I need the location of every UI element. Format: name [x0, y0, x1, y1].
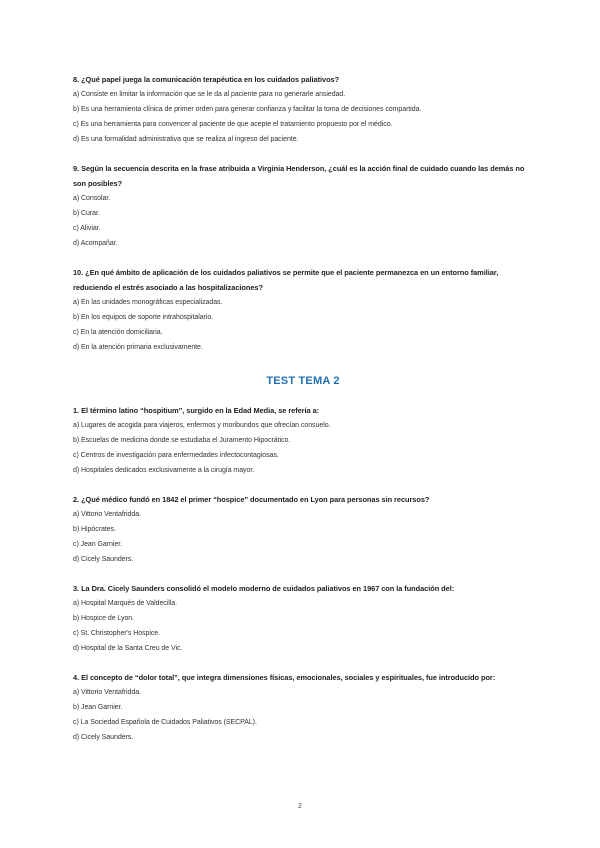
answer-option: c) Jean Garnier.	[73, 541, 122, 548]
question-block	[73, 670, 533, 745]
answer-option: b) Curar.	[73, 210, 100, 217]
question-block	[73, 403, 533, 478]
answer-option: c) St. Christopher's Hospice.	[73, 630, 161, 637]
page-number: 2	[298, 803, 302, 810]
answer-option: b) Es una herramienta clínica de primer orden para generar confianza y facilitar la toma de decisiones compartida.	[73, 106, 422, 113]
question-block	[73, 492, 533, 567]
answer-option: b) Hipócrates.	[73, 526, 116, 533]
answer-option: b) Escuelas de medicina donde se estudiaba el Juramento Hipocrático.	[73, 437, 291, 444]
answer-option: a) Consolar.	[73, 195, 111, 202]
answer-option: b) Hospice de Lyon.	[73, 615, 135, 622]
question-block	[73, 265, 533, 355]
question-block	[73, 72, 533, 147]
answer-option: c) Aliviar.	[73, 225, 101, 232]
document-page	[73, 72, 533, 759]
answer-option: a) En las unidades monográficas especializadas.	[73, 299, 223, 306]
answer-option: d) En la atención primaria exclusivamente.	[73, 344, 203, 351]
answer-option: a) Hospital Marqués de Valdecilla.	[73, 600, 178, 607]
section-heading: TEST TEMA 2	[266, 375, 340, 387]
question-text: 4. El concepto de “dolor total”, que integra dimensiones físicas, emocionales, sociales y espirituales, fue introducido por:	[73, 673, 496, 682]
answer-option: b) Jean Garnier.	[73, 704, 123, 711]
answer-option: d) Cicely Saunders.	[73, 734, 134, 741]
answer-option: d) Acompañar.	[73, 240, 118, 247]
answer-option: c) Centros de investigación para enfermedades infectocontagiosas.	[73, 452, 279, 459]
answer-option: d) Hospitales dedicados exclusivamente a la cirugía mayor.	[73, 467, 255, 474]
answer-option: a) Consiste en limitar la información que se le da al paciente para no generarle ansiedad.	[73, 91, 346, 98]
answer-option: a) Vittorio Ventafridda.	[73, 511, 141, 518]
answer-option: d) Hospital de la Santa Creu de Vic.	[73, 645, 183, 652]
question-text: 10. ¿En qué ámbito de aplicación de los cuidados paliativos se permite que el paciente permanezca en un entorno familiar, reduciendo el estrés asociado a las hospitalizaciones?	[73, 268, 499, 292]
question-text: 1. El término latino “hospitium”, surgido en la Edad Media, se refería a:	[73, 406, 320, 415]
answer-option: c) La Sociedad Española de Cuidados Paliativos (SECPAL).	[73, 719, 257, 726]
answer-option: c) Es una herramienta para convencer al paciente de que acepte el tratamiento propuesto por el médico.	[73, 121, 393, 128]
answer-option: c) En la atención domiciliaria.	[73, 329, 163, 336]
question-text: 2. ¿Qué médico fundó en 1842 el primer “hospice” documentado en Lyon para personas sin recursos?	[73, 495, 430, 504]
answer-option: a) Vittorio Ventafridda.	[73, 689, 141, 696]
answer-option: b) En los equipos de soporte intrahospitalario.	[73, 314, 214, 321]
answer-option: d) Es una formalidad administrativa que se realiza al ingreso del paciente.	[73, 136, 299, 143]
question-text: 9. Según la secuencia descrita en la frase atribuida a Virginia Henderson, ¿cuál es la acción final de cuidado cuando las demás no son posibles?	[73, 164, 525, 188]
answer-option: a) Lugares de acogida para viajeros, enfermos y moribundos que ofrecían consuelo.	[73, 422, 331, 429]
answer-option: d) Cicely Saunders.	[73, 556, 134, 563]
question-block	[73, 581, 533, 656]
question-text: 3. La Dra. Cicely Saunders consolidó el modelo moderno de cuidados paliativos en 1967 con la fundación del:	[73, 584, 455, 593]
question-text: 8. ¿Qué papel juega la comunicación terapéutica en los cuidados paliativos?	[73, 75, 340, 84]
question-block	[73, 161, 533, 251]
